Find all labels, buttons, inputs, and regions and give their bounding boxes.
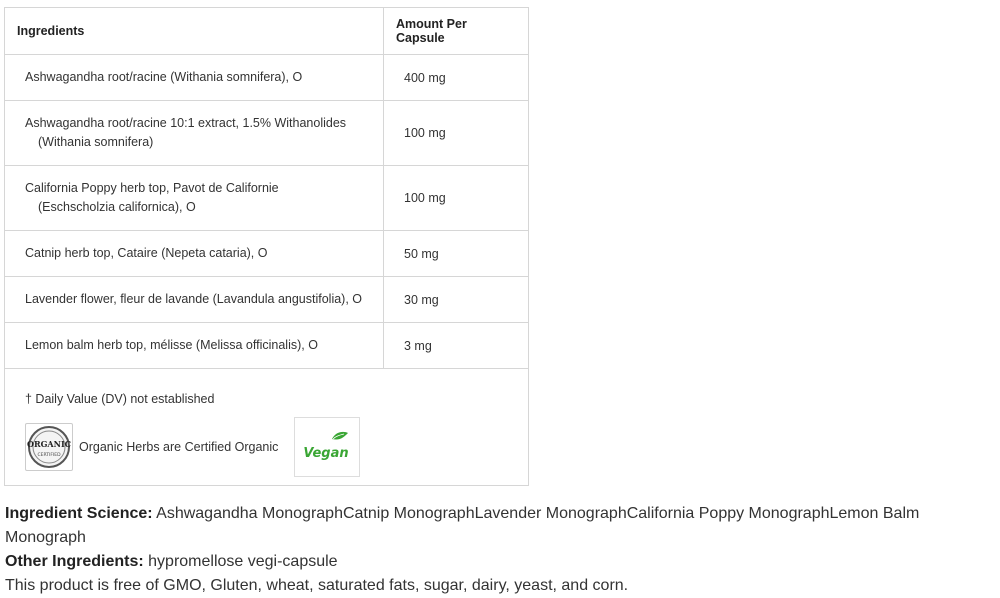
ingredient-cell: [5, 55, 384, 101]
ingredient-science-label: Ingredient Science:: [5, 505, 153, 522]
ingredient-name: Ashwagandha root/racine 10:1 extract, 1.5% Withanolides: [25, 116, 347, 130]
svg-text:CERTIFIED: CERTIFIED: [37, 452, 61, 458]
ingredient-cell: [5, 277, 384, 323]
ingredient-cell: [5, 231, 384, 277]
table-footer-row: [5, 369, 529, 486]
ingredient-science-line: [5, 502, 1000, 550]
supplement-facts-table: [4, 7, 529, 486]
amount-cell: 50 mg: [384, 231, 529, 277]
organic-seal-icon: [25, 423, 73, 471]
other-ingredients-value: hypromellose vegi-capsule: [148, 553, 338, 570]
ingredient-cell: [5, 323, 384, 369]
svg-text:Vegan: Vegan: [303, 445, 350, 461]
amount-cell: 100 mg: [384, 166, 529, 231]
header-ingredients: Ingredients: [5, 8, 384, 55]
monograph-links[interactable]: Ashwagandha MonographCatnip MonographLavender MonographCalifornia Poppy MonographLemon Balm Monograph: [5, 505, 920, 546]
other-ingredients-label: Other Ingredients:: [5, 553, 144, 570]
ingredient-name: California Poppy herb top, Pavot de Californie: [25, 181, 279, 195]
free-of-statement: This product is free of GMO, Gluten, wheat, saturated fats, sugar, dairy, yeast, and corn.: [5, 577, 629, 594]
table-row: [5, 166, 529, 231]
svg-text:ORGANIC: ORGANIC: [27, 438, 71, 449]
ingredient-name: Ashwagandha root/racine (Withania somnifera), O: [25, 70, 303, 84]
table-row: [5, 323, 529, 369]
header-amount: Amount Per Capsule: [384, 8, 529, 55]
amount-cell: 400 mg: [384, 55, 529, 101]
vegan-logo-icon: [294, 417, 360, 477]
ingredient-cell: [5, 101, 384, 166]
footer-cell: [5, 369, 529, 486]
table-row: [5, 231, 529, 277]
table-row: [5, 277, 529, 323]
product-info: [5, 502, 1000, 598]
table-row: [5, 101, 529, 166]
organic-certified-text: Organic Herbs are Certified Organic: [79, 439, 279, 454]
other-ingredients-line: [5, 550, 1000, 574]
ingredient-name: Lemon balm herb top, mélisse (Melissa officinalis), O: [25, 338, 318, 352]
amount-cell: 100 mg: [384, 101, 529, 166]
ingredient-cell: [5, 166, 384, 231]
amount-cell: 3 mg: [384, 323, 529, 369]
table-header-row: [5, 8, 529, 55]
ingredient-name: Lavender flower, fleur de lavande (Lavandula angustifolia), O: [25, 292, 363, 306]
ingredient-name: Catnip herb top, Cataire (Nepeta cataria), O: [25, 246, 268, 260]
table-row: [5, 55, 529, 101]
amount-cell: 30 mg: [384, 277, 529, 323]
certification-badges: [25, 417, 508, 477]
dv-footnote: † Daily Value (DV) not established: [25, 391, 215, 406]
ingredient-latin: (Eschscholzia californica), O: [38, 200, 196, 214]
ingredient-latin: (Withania somnifera): [38, 135, 154, 149]
